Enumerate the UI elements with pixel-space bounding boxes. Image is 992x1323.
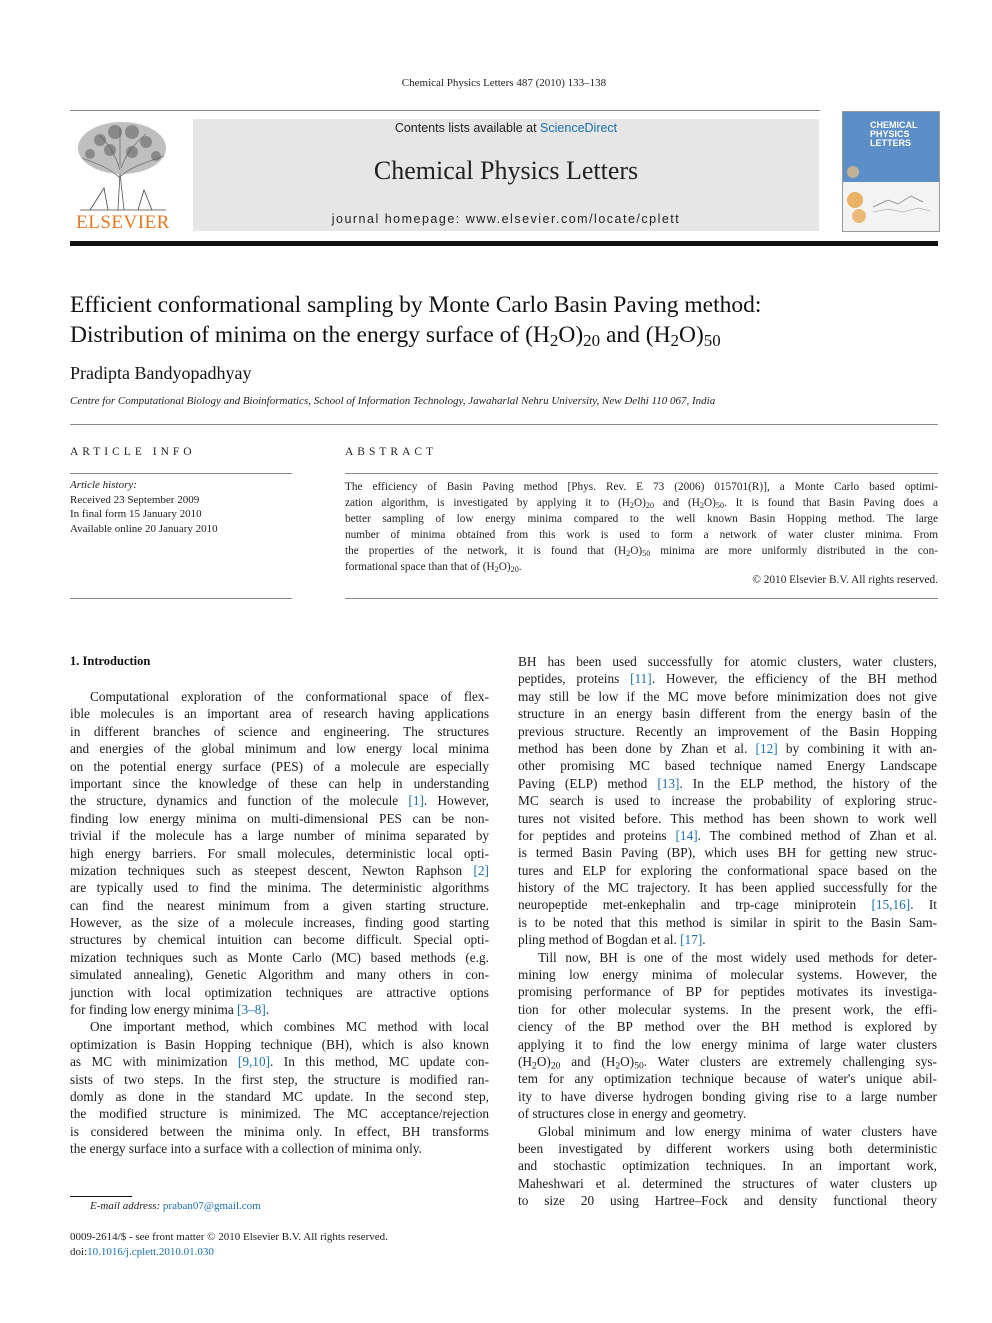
body-line: is considered between the minima only. In effect, BH transforms [70,1123,489,1139]
body-line: are typically used to find the minima. The deterministic algorithms [70,880,489,896]
doi-line [70,1245,388,1260]
article-history [70,478,292,536]
history-online: Available online 20 January 2010 [70,522,218,535]
body-line: BH has been used successfully for atomic clusters, water clusters, [518,654,937,669]
body-line: high energy barriers. For small molecules, deterministic local opti- [70,845,489,861]
abstract-text [345,479,938,575]
body-line: and energies of the global minimum and low energy local minima [70,741,489,757]
citation-link[interactable]: [17] [680,932,703,948]
body-line: for finding low energy minima [3–8]. [70,1002,270,1018]
body-line: tures not visited before. This method has been shown to work well [518,810,937,826]
body-line: ciency of the BP method over the BH method is explored by [518,1019,937,1035]
body-line: on the potential energy surface (PES) of a molecule are especially [70,758,489,774]
section-heading: 1. Introduction [70,654,151,668]
publication-meta [70,1230,388,1260]
journal-name: Chemical Physics Letters [373,156,639,185]
body-line: in different branches of science and engineering. The structures [70,723,489,739]
body-line: as MC with minimization [9,10]. In this method, MC update con- [70,1054,489,1070]
abstract-line: zation algorithm, is investigated by applying it to $(H_2O)_{20}$ and $(H_2O)_{50}$. It is found that Basin Paving does a [345,497,938,511]
article-title [70,290,950,350]
body-line: Global minimum and low energy minima of water clusters have [538,1123,937,1139]
body-line: trivial if the molecule has a large number of minima separated by [70,828,489,844]
body-line: ible molecules is an important area of research having applications [70,706,489,722]
body-line: simulated annealing), Genetic Algorithm and many others in con- [70,967,489,983]
citation-link[interactable]: [1] [408,793,424,809]
body-line: domly as done in the standard MC update. In the second step, [70,1088,489,1104]
abstract-line: the properties of the network, it is found that $(H_2O)_{50}$ minima are more uniformly distributed in the con- [345,545,938,559]
cover-art-icon [843,112,939,231]
author-affiliation: Centre for Computational Biology and Bioinformatics, School of Information Technology, Jawaharlal Nehru University, New Delhi 110 067, India [70,395,716,407]
body-line: history of the MC trajectory. It has been applied successfully for the [518,880,937,896]
body-line: is to be noted that this method is similar in spirit to the Basin Sam- [518,914,937,930]
citation-link[interactable]: [14] [675,827,698,843]
history-final-form: In final form 15 January 2010 [70,508,202,520]
body-line: and stochastic optimization techniques. In an important work, [518,1158,937,1174]
history-label: Article history: [70,479,137,491]
body-line: sists of two steps. In the first step, the structure is modified ran- [70,1071,489,1087]
sciencedirect-link[interactable]: ScienceDirect [540,121,618,135]
tree-icon [70,118,176,213]
body-line: mization techniques such as steepest descent, Newton Raphson [2] [70,862,489,878]
body-line: peptides, proteins [11]. However, the efficiency of the BH method [518,671,938,687]
citation-link[interactable]: [3–8] [237,1002,266,1018]
body-line: tion for other molecular systems. In the present work, the effi- [518,1001,937,1017]
body-line: the structure, dynamics and function of the molecule [1]. However, [70,793,489,809]
body-line: mining low energy minima of molecular systems. However, the [518,967,937,983]
body-line: the modified structure is minimized. The MC acceptance/rejection [70,1106,489,1122]
body-line: other promising MC based technique named Energy Landscape [518,758,937,774]
body-line: MC search is used to increase the probability of exploring struc- [518,793,937,809]
body-line: pling method of Bogdan et al. [17]. [518,932,706,948]
body-line: previous structure. Recently an improvement of the Basin Hopping [518,723,937,739]
body-line: important since the knowledge of these can help in understanding [70,775,489,791]
footnote-rule [70,1196,132,1197]
header-thick-rule [70,241,938,246]
article-info-rule [70,473,292,474]
body-line: may still be low if the MC move before minimization does not give [518,688,937,704]
body-line: tures and ELP for exploring the conformational space based on the [518,862,937,878]
body-line: finding low energy minima on multi-dimensional PES can be non- [70,810,489,826]
body-line: been investigated by different workers using both deterministic [518,1140,937,1156]
author-footnote [90,1200,261,1212]
body-line: Maheshwari et al. determined the structures of water clusters up [518,1175,937,1191]
body-line: for peptides and proteins [14]. The combined method of Zhan et al. [518,827,938,843]
body-line: the energy surface into a surface with a collection of minima only. [70,1141,422,1157]
body-line: ity to have diverse hydrogen bonding giving rise to a large number [518,1088,937,1104]
abstract-line: number of minima obtained from this work is used to form a network of water cluster minima. From [345,529,938,541]
abstract-rule [345,473,938,474]
body-line: promising performance of BP for peptides motivates its investiga- [518,984,937,1000]
cover-title-line: CHEMICAL [870,120,918,130]
body-line: Paving (ELP) method [13]. In the ELP method, the history of the [518,775,937,791]
title-line-2: Distribution of minima on the energy surface of $(H_2O)_{20}$ and $(H_2O)_{50}$ [70,322,721,351]
abstract-bottom-rule [345,598,938,599]
body-line: tem for any optimization technique because of water's unique abil- [518,1071,937,1087]
citation-link[interactable]: [15,16] [871,897,911,913]
body-line: applying it to find the low energy minima of large water clusters [518,1036,937,1052]
title-line-1: Efficient conformational sampling by Monte Carlo Basin Paving method: [70,292,762,318]
journal-homepage[interactable]: journal homepage: www.elsevier.com/locate/cplett [331,212,681,226]
citation-link[interactable]: [2] [473,862,489,878]
elsevier-logo-text: ELSEVIER [76,212,170,233]
citation-link[interactable]: [9,10] [237,1054,271,1070]
body-line: $(H_2O)_{20}$ and $(H_2O)_{50}$. Water clusters are extremely challenging sys- [518,1053,937,1072]
doi-label: doi: [70,1246,88,1258]
cover-title-line: LETTERS [870,138,912,148]
contents-prefix: Contents lists available at [394,121,541,135]
body-line: One important method, which combines MC method with local [90,1019,489,1035]
body-line: neuropeptide met-enkephalin and trp-cage miniprotein [15,16]. It [518,897,937,913]
body-column-left [70,688,489,1158]
cover-title-line: PHYSICS [870,129,910,139]
body-line: is termed Basin Paving (BP), which uses BH for getting new struc- [518,845,937,861]
body-line: Computational exploration of the conformational space of flex- [90,689,489,704]
abstract-line: formational space than that of $(H_2O)_{20}$. [345,561,522,575]
body-line: mization techniques such as Monte Carlo (MC) based methods (e.g. [70,949,489,965]
issn-line: 0009-2614/$ - see front matter © 2010 Elsevier B.V. All rights reserved. [70,1231,388,1243]
body-column-right [518,653,937,1210]
header-rule [70,110,820,111]
body-line: optimization is Basin Hopping technique (BH), which is also known [70,1036,489,1052]
body-line: structure in an energy basin different from the energy basin of the [518,706,937,722]
abstract-line: better sampling of low energy minima compared to the well known Basin Hopping method. The large [345,513,938,525]
body-line: structures by chemical intuition can become difficult. Special opti- [70,932,489,948]
author-email-link[interactable]: praban07@gmail.com [162,1200,261,1212]
affiliation-rule [70,424,938,425]
body-line: Till now, BH is one of the most widely used methods for deter- [538,949,937,965]
journal-cover-thumbnail [842,111,940,232]
history-received: Received 23 September 2009 [70,493,200,506]
body-line: However, as the size of a molecule increases, finding good starting [70,915,489,931]
contents-line [193,121,819,135]
doi-link[interactable]: 10.1016/j.cplett.2010.01.030 [87,1246,214,1258]
author-name: Pradipta Bandyopadhyay [70,363,252,383]
citation-link[interactable]: [11] [630,671,652,687]
article-info-heading: ARTICLE INFO [70,446,196,458]
abstract-heading: ABSTRACT [345,446,438,458]
citation-link[interactable]: [12] [755,740,778,756]
article-info-bottom-rule [70,598,292,599]
body-line: method has been done by Zhan et al. [12] by combining it with an- [518,740,937,756]
email-label: E-mail address: [90,1200,161,1212]
body-line: of structures close in energy and geometry. [518,1106,747,1122]
body-line: to size 20 using Hartree–Fock and density functional theory [518,1193,937,1209]
body-line: junction with local optimization techniques are attractive options [70,984,489,1000]
abstract-copyright: © 2010 Elsevier B.V. All rights reserved. [752,574,938,586]
abstract-line: The efficiency of Basin Paving method [Phys. Rev. E 73 (2006) 015701(R)], a Monte Carlo based optimi- [345,481,938,493]
body-line: can find the nearest minimum from a given starting structure. [70,897,489,913]
citation-link[interactable]: [13] [657,775,680,791]
journal-citation: Chemical Physics Letters 487 (2010) 133–138 [401,77,607,89]
